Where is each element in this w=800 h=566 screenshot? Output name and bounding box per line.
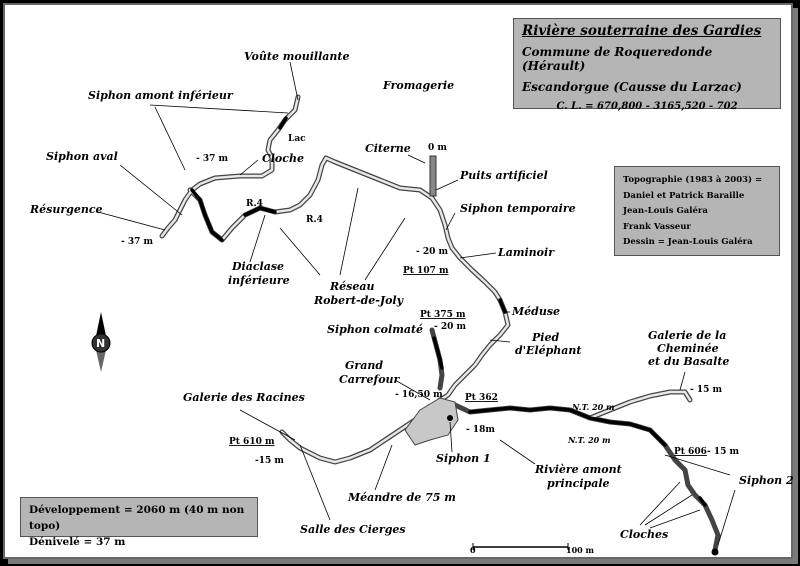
label-r4-b: R.4	[306, 215, 323, 225]
label-robert-de-joly: Robert-de-Joly	[314, 294, 403, 307]
label-reseau: Réseau	[330, 280, 375, 293]
leader-puits	[436, 180, 458, 190]
scale-bar	[470, 543, 594, 555]
siphon2-marker	[712, 549, 719, 556]
leader-cloche	[240, 160, 258, 175]
point-362: Pt 362	[465, 393, 498, 403]
label-riviere-amont: Rivière amont	[535, 463, 622, 476]
leader-cloches-1	[640, 482, 680, 525]
leader-diaclase	[250, 215, 265, 262]
map-commune: Commune de Roqueredonde (Hérault)	[522, 45, 713, 73]
point-610: Pt 610 m	[229, 437, 275, 447]
credits-line-2: Daniel et Patrick Baraille	[623, 190, 745, 201]
label-galerie-de-la: Galerie de la	[648, 329, 727, 342]
label-galerie-des-racines: Galerie des Racines	[183, 391, 305, 404]
label-salle-des-cierges: Salle des Cierges	[300, 523, 406, 536]
label-cloche: Cloche	[262, 152, 304, 165]
leader-resurgence	[98, 212, 165, 230]
siphon1-marker	[447, 415, 453, 421]
credits-line-4: Frank Vasseur	[623, 221, 691, 232]
leader-cloches-2	[645, 495, 692, 525]
label-siphon-amont-inferieur: Siphon amont inférieur	[88, 89, 233, 102]
leader-siphon-amont	[150, 105, 288, 113]
title-box	[513, 18, 781, 112]
leader-cheminee	[680, 372, 685, 390]
leader-cloches-3	[650, 510, 700, 528]
credits-line-3: Jean-Louis Galéra	[623, 206, 708, 216]
north-arrow	[92, 312, 110, 372]
credits-line-1: Topographie (1983 à 2003) =	[623, 175, 763, 185]
water-diaclase	[245, 208, 275, 215]
leader-reseau-1	[280, 228, 320, 275]
label-citerne: Citerne	[365, 142, 411, 155]
credits-line-5: Dessin = Jean-Louis Galéra	[623, 237, 753, 247]
north-label: N	[96, 337, 106, 350]
leader-meandre	[375, 445, 392, 490]
label-diaclase-inferieure: inférieure	[228, 274, 290, 287]
depth-1650: - 16,50 m	[395, 390, 443, 400]
water-meduse	[500, 300, 505, 312]
label-meduse: Méduse	[512, 305, 561, 318]
label-laminoir: Laminoir	[498, 246, 554, 259]
label-voute-mouillante: Voûte mouillante	[244, 50, 350, 63]
label-pied: Pied	[532, 331, 560, 344]
depth-15c: - 15 m	[690, 385, 723, 395]
passage-inner-upper	[162, 97, 298, 236]
label-fromagerie: Fromagerie	[383, 79, 455, 92]
label-diaclase: Diaclase	[232, 260, 285, 273]
label-grand: Grand	[345, 359, 384, 372]
north-arrow-needle	[96, 312, 106, 336]
map-region: Escandorgue (Causse du Larzac)	[522, 80, 742, 94]
label-siphon-aval: Siphon aval	[46, 150, 118, 163]
map-coords: C. L. = 670,800 - 3165,520 - 702	[556, 101, 738, 112]
label-principale: principale	[547, 477, 610, 490]
depth-37b: - 37 m	[121, 237, 154, 247]
label-meandre: Méandre de 75 m	[348, 491, 456, 504]
label-siphon-1: Siphon 1	[436, 452, 491, 465]
depth-0: 0 m	[428, 143, 447, 153]
label-resurgence: Résurgence	[30, 203, 103, 216]
nt-20a: N.T. 20 m	[572, 402, 615, 412]
scale-start: 0	[470, 545, 476, 555]
stats-box	[20, 497, 258, 548]
depth-37a: - 37 m	[196, 154, 229, 164]
label-cheminee: Cheminée	[657, 342, 719, 355]
depth-15a: -15 m	[255, 456, 284, 466]
label-cloches: Cloches	[620, 528, 669, 541]
stats-development: Développement = 2060 m (40 m non topo)	[29, 504, 245, 532]
leader-reseau-3	[365, 218, 405, 280]
depth-18: - 18m	[466, 425, 495, 435]
north-arrow-tail	[96, 350, 106, 372]
point-107: Pt 107 m	[403, 266, 449, 276]
point-375: Pt 375 m	[420, 310, 466, 320]
credits-box	[614, 166, 780, 256]
label-et-du-basalte: et du Basalte	[648, 355, 730, 368]
leader-siphon2-b	[718, 490, 735, 545]
point-606: Pt 606	[674, 447, 707, 457]
grand-carrefour-hall	[405, 398, 458, 445]
leader-siphon2	[665, 455, 730, 475]
leader-reseau-2	[340, 188, 358, 275]
depth-20a: - 20 m	[416, 247, 449, 257]
scale-end: 100 m	[566, 545, 594, 555]
leader-lines	[98, 62, 735, 545]
leader-laminoir	[460, 253, 496, 258]
stats-elevation: Dénivelé = 37 m	[29, 536, 126, 548]
label-puits-artificiel: Puits artificiel	[460, 169, 548, 182]
nt-20b: N.T. 20 m	[568, 435, 611, 445]
depth-15b: - 15 m	[707, 447, 740, 457]
passage-upper-left	[162, 97, 298, 236]
label-siphon-colmate: Siphon colmaté	[327, 323, 424, 336]
leader-siphon-aval	[120, 165, 182, 215]
leader-galerie-racines	[240, 410, 295, 440]
depth-20b: - 20 m	[434, 322, 467, 332]
map-title: Rivière souterraine des Gardies	[522, 23, 762, 39]
label-d-elephant: d'Eléphant	[515, 344, 582, 357]
label-siphon-2: Siphon 2	[739, 474, 794, 487]
leader-siphon-temp	[446, 213, 455, 230]
leader-riviere	[500, 440, 535, 464]
leader-siphon-amont-2	[155, 107, 185, 170]
label-carrefour: Carrefour	[339, 373, 400, 386]
label-lac: Lac	[288, 134, 306, 144]
leader-citerne	[408, 155, 425, 163]
leader-voute	[290, 62, 298, 100]
puits-artificiel-shaft	[430, 156, 436, 196]
label-r4-a: R.4	[246, 199, 263, 209]
label-siphon-temporaire: Siphon temporaire	[460, 202, 576, 215]
